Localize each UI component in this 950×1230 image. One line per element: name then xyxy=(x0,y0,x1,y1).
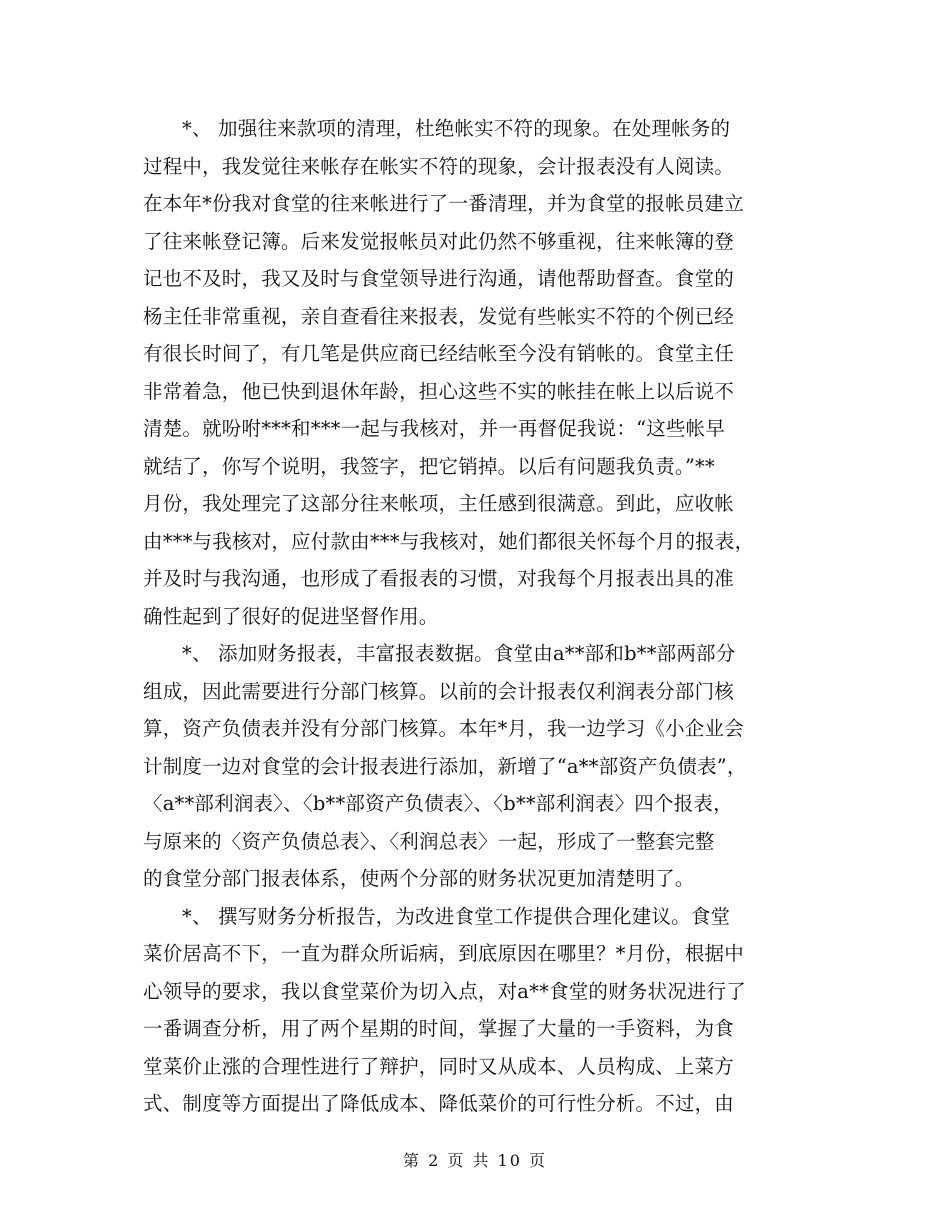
text-line: 〈a**部利润表〉、〈b**部资产负债表〉、〈b**部利润表〉四个报表， xyxy=(143,792,733,815)
page-footer: 第 2 页 共 10 页 xyxy=(403,1151,547,1170)
text-line: 清楚。就吩咐***和***一起与我核对，并一再督促我说：“这些帐早 xyxy=(143,417,726,440)
text-line: 的食堂分部门报表体系，使两个分部的财务状况更加清楚明了。 xyxy=(143,867,695,890)
text-line: 非常着急，他已快到退休年龄，担心这些不实的帐挂在帐上以后说不 xyxy=(143,379,735,403)
text-line: 有很长时间了，有几笔是供应商已经结帐至今没有销帐的。食堂主任 xyxy=(143,342,735,365)
text-line: 由***与我核对，应付款由***与我核对，她们都很关怀每个月的报表， xyxy=(143,529,755,553)
text-line: 记也不及时，我又及时与食堂领导进行沟通，请他帮助督查。食堂的 xyxy=(143,267,735,290)
text-line: 杨主任非常重视，亲自查看往来报表，发觉有些帐实不符的个例已经 xyxy=(143,304,735,328)
text-line: 式、制度等方面提出了降低成本、降低菜价的可行性分析。不过，由 xyxy=(143,1092,735,1115)
paragraph-first-line: *、 加强往来款项的清理，杜绝帐实不符的现象。在处理帐务的 xyxy=(182,117,731,140)
text-line: 算，资产负债表并没有分部门核算。本年*月，我一边学习《小企业会 xyxy=(143,717,744,740)
text-line: 确性起到了很好的促进坚督作用。 xyxy=(143,604,439,628)
text-line: 心领导的要求，我以食堂菜价为切入点，对a**食堂的财务状况进行了 xyxy=(143,979,747,1003)
paragraph-first-line: *、 撰写财务分析报告，为改进食堂工作提供合理化建议。食堂 xyxy=(182,904,731,928)
text-line: 一番调查分析，用了两个星期的时间，掌握了大量的一手资料，为食 xyxy=(143,1017,735,1040)
text-line: 与原来的〈资产负债总表〉、〈利润总表〉一起，形成了一整套完整 xyxy=(143,829,715,853)
text-line: 就结了，你写个说明，我签字，把它销掉。以后有问题我负责。”** xyxy=(143,454,715,478)
text-line: 了往来帐登记簿。后来发觉报帐员对此仍然不够重视，往来帐簿的登 xyxy=(143,229,735,253)
text-line: 计制度一边对食堂的会计报表进行添加，新增了“a**部资产负债表”， xyxy=(143,754,747,778)
text-line: 组成，因此需要进行分部门核算。以前的会计报表仅利润表分部门核 xyxy=(143,679,735,703)
paragraph-first-line: *、 添加财务报表，丰富报表数据。食堂由a**部和b**部两部分 xyxy=(182,642,736,665)
text-line: 菜价居高不下，一直为群众所诟病，到底原因在哪里？*月份，根据中 xyxy=(143,942,744,965)
text-line: 并及时与我沟通，也形成了看报表的习惯，对我每个月报表出具的准 xyxy=(143,567,735,590)
document-body xyxy=(143,110,813,1123)
text-line: 月份，我处理完了这部分往来帐项，主任感到很满意。到此，应收帐 xyxy=(143,492,735,515)
text-line: 过程中，我发觉往来帐存在帐实不符的现象，会计报表没有人阅读。 xyxy=(143,154,735,178)
text-line: 堂菜价止涨的合理性进行了辩护，同时又从成本、人员构成、上菜方 xyxy=(143,1054,735,1078)
text-line: 在本年*份我对食堂的往来帐进行了一番清理，并为食堂的报帐员建立 xyxy=(143,192,744,215)
